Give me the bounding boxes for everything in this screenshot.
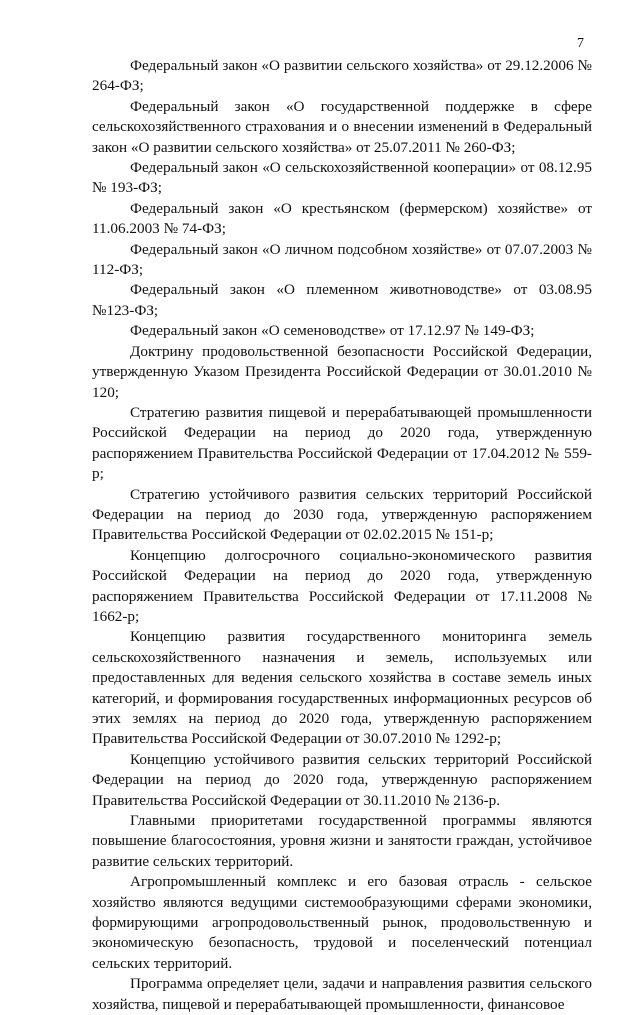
paragraph-food-security-doctrine: Доктрину продовольственной безопасности Российской Федерации, утвержденную Указом Президента Российской Федерации от 30.01.2010 № 120;	[92, 342, 592, 401]
paragraph-land-monitoring-concept: Концепцию развития государственного мониторинга земель сельскохозяйственного назначения и земель, используемых или предоставленных для ведения сельского хозяйства в составе земель иных категорий, и формирования государственных информационных ресурсов об этих землях на период до 2020 года, утвержденную распоряжением Правительства Российской Федерации от 30.07.2010 № 1292-р;	[92, 628, 592, 748]
paragraph-law-seed-production: Федеральный закон «О семеноводстве» от 17.12.97 № 149-ФЗ;	[130, 322, 535, 340]
paragraph-law-pedigree-livestock: Федеральный закон «О племенном животноводстве» от 03.08.95 №123-ФЗ;	[92, 281, 592, 319]
page-number: 7	[577, 36, 584, 51]
paragraph-law-personal-subsidiary-farm: Федеральный закон «О личном подсобном хозяйстве» от 07.07.2003 № 112-ФЗ;	[92, 240, 592, 279]
paragraph-agro-industrial-complex: Агропромышленный комплекс и его базовая отрасль - сельское хозяйство являются ведущими системообразующими сферами экономики, формирующими агропродовольственный рынок, продовольственную и экономическую безопасность, трудовой и поселенческий потенциал сельских территорий.	[92, 873, 592, 972]
paragraph-law-agriculture-development: Федеральный закон «О развитии сельского хозяйства» от 29.12.2006 № 264-ФЗ;	[92, 57, 592, 95]
paragraph-law-peasant-farm: Федеральный закон «О крестьянском (фермерском) хозяйстве» от 11.06.2003 № 74-ФЗ;	[92, 199, 592, 238]
paragraph-food-industry-strategy: Стратегию развития пищевой и перерабатывающей промышленности Российской Федерации на период до 2020 года, утвержденную распоряжением Правительства Российской Федерации от 17.04.2012 № 559-р;	[92, 403, 592, 483]
paragraph-program-priorities: Главными приоритетами государственной программы являются повышение благосостояния, уровня жизни и занятости граждан, устойчивое развитие сельских территорий.	[92, 812, 592, 870]
paragraph-long-term-development-concept: Концепцию долгосрочного социально-экономического развития Российской Федерации на период до 2020 года, утвержденную распоряжением Правительства Российской Федерации от 17.11.2008 № 1662-р;	[92, 546, 592, 625]
paragraph-law-agricultural-cooperation: Федеральный закон «О сельскохозяйственной кооперации» от 08.12.95 № 193-ФЗ;	[92, 159, 592, 197]
body-text	[92, 56, 592, 1015]
paragraph-rural-development-concept: Концепцию устойчивого развития сельских территорий Российской Федерации на период до 2020 года, утвержденную распоряжением Правительства Российской Федерации от 30.11.2010 № 2136-р.	[92, 750, 592, 809]
paragraph-rural-territories-strategy: Стратегию устойчивого развития сельских территорий Российской Федерации на период до 2030 года, утвержденную распоряжением Правительства Российской Федерации от 02.02.2015 № 151-р;	[92, 485, 592, 544]
paragraph-law-agricultural-insurance: Федеральный закон «О государственной поддержке в сфере сельскохозяйственного страхования и о внесении изменений в Федеральный закон «О развитии сельского хозяйства» от 25.07.2011 № 260-ФЗ;	[92, 97, 592, 156]
paragraph-program-goals: Программа определяет цели, задачи и направления развития сельского хозяйства, пищевой и перерабатывающей промышленности, финансовое	[92, 975, 592, 1013]
